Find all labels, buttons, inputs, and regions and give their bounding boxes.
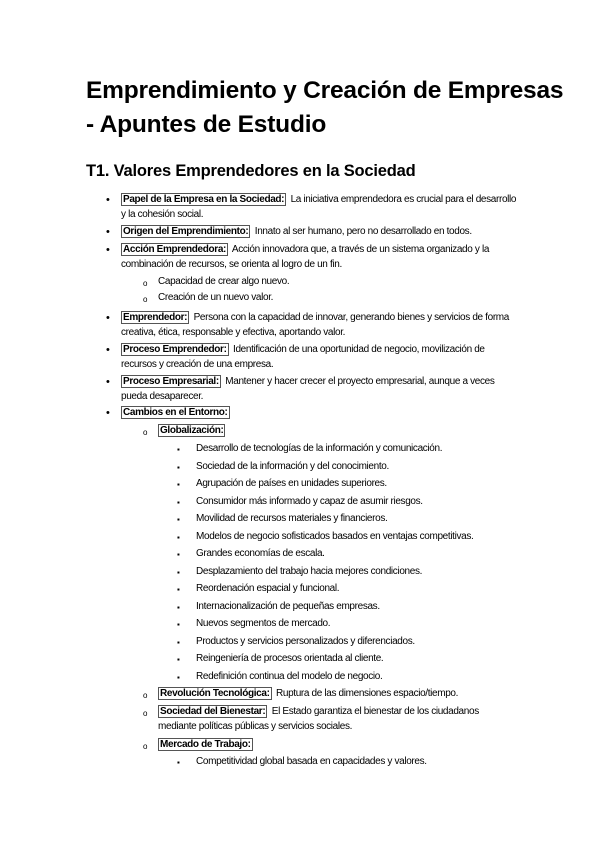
list-item: Modelos de negocio sofisticados basados en ventajas competitivas. (196, 531, 474, 542)
list-item: Sociedad de la información y del conocimiento. (196, 461, 389, 472)
list-item (121, 406, 521, 421)
list-item (121, 243, 521, 272)
list-item: Reingeniería de procesos orientada al cliente. (196, 653, 384, 664)
list-item-term: Proceso Emprendedor: (123, 344, 227, 355)
list-item-term: Mercado de Trabajo: (160, 739, 251, 750)
list-item (121, 225, 521, 240)
list-item-term: Sociedad del Bienestar: (160, 706, 266, 717)
bullet-icon (106, 343, 110, 359)
square-bullet-icon (177, 601, 180, 616)
list-item: Reordenación espacial y funcional. (196, 583, 340, 594)
circle-bullet-icon (143, 293, 147, 308)
list-item-term: Revolución Tecnológica: (160, 688, 270, 699)
list-item-text: El Estado garantiza el bienestar de los ciudadanos mediante políticas públicas y servicios sociales. (158, 706, 479, 732)
list-item: Internacionalización de pequeñas empresas. (196, 601, 380, 612)
list-item-term: Papel de la Empresa en la Sociedad: (123, 194, 285, 205)
square-bullet-icon (177, 513, 180, 528)
list-item: Desarrollo de tecnologías de la información y comunicación. (196, 443, 443, 454)
square-bullet-icon (177, 671, 180, 686)
square-bullet-icon (177, 496, 180, 511)
list-item-term: Emprendedor: (123, 312, 188, 323)
square-bullet-icon (177, 443, 180, 458)
circle-bullet-icon (143, 689, 147, 704)
circle-bullet-icon (143, 426, 147, 441)
square-bullet-icon (177, 531, 180, 546)
bullet-icon (106, 243, 110, 259)
bullet-icon (106, 375, 110, 391)
list-item (121, 343, 521, 372)
list-item (158, 738, 518, 753)
list-item (121, 193, 521, 222)
list-item-text: Mantener y hacer crecer el proyecto empresarial, aunque a veces pueda desaparecer. (121, 376, 495, 402)
list-item: Agrupación de países en unidades superiores. (196, 478, 387, 489)
list-item: Creación de un nuevo valor. (158, 292, 274, 303)
square-bullet-icon (177, 566, 180, 581)
square-bullet-icon (177, 478, 180, 493)
list-item (158, 705, 488, 734)
square-bullet-icon (177, 548, 180, 563)
list-item: Consumidor más informado y capaz de asumir riesgos. (196, 496, 423, 507)
square-bullet-icon (177, 636, 180, 651)
bullet-icon (106, 193, 110, 209)
list-item (158, 424, 518, 439)
list-item-text: Identificación de una oportunidad de negocio, movilización de recursos y creación de una empresa. (121, 344, 485, 370)
list-item-text: Persona con la capacidad de innovar, generando bienes y servicios de forma creativa, ética, responsable y efectiva, aportando valor. (121, 312, 509, 338)
list-item: Nuevos segmentos de mercado. (196, 618, 331, 629)
list-item: Movilidad de recursos materiales y financieros. (196, 513, 388, 524)
circle-bullet-icon (143, 277, 147, 292)
list-item-text: Acción innovadora que, a través de un sistema organizado y la combinación de recursos, se orienta al logro de un fin. (121, 244, 490, 270)
list-item (158, 687, 518, 702)
list-item: Competitividad global basada en capacidades y valores. (196, 756, 427, 767)
list-item: Grandes economías de escala. (196, 548, 325, 559)
list-item-term: Cambios en el Entorno: (123, 407, 228, 418)
bullet-icon (106, 406, 110, 422)
square-bullet-icon (177, 756, 180, 771)
square-bullet-icon (177, 653, 180, 668)
square-bullet-icon (177, 461, 180, 476)
circle-bullet-icon (143, 707, 147, 722)
list-item-term: Origen del Emprendimiento: (123, 226, 249, 237)
list-item-text: Ruptura de las dimensiones espacio/tiempo. (273, 688, 459, 699)
list-item: Desplazamiento del trabajo hacia mejores condiciones. (196, 566, 423, 577)
list-item-text: Innato al ser humano, pero no desarrollado en todos. (252, 226, 472, 237)
square-bullet-icon (177, 618, 180, 633)
section-title: T1. Valores Emprendedores en la Sociedad (86, 162, 416, 180)
square-bullet-icon (177, 583, 180, 598)
list-item: Redefinición continua del modelo de negocio. (196, 671, 383, 682)
list-item (121, 311, 521, 340)
bullet-icon (106, 225, 110, 241)
list-item (121, 375, 521, 404)
list-item-term: Acción Emprendedora: (123, 244, 227, 255)
list-item-term: Globalización: (160, 425, 224, 436)
list-item: Productos y servicios personalizados y diferenciados. (196, 636, 415, 647)
list-item: Capacidad de crear algo nuevo. (158, 276, 290, 287)
bullet-icon (106, 311, 110, 327)
list-item-text: La iniciativa emprendedora es crucial para el desarrollo y la cohesión social. (121, 194, 517, 220)
circle-bullet-icon (143, 740, 147, 755)
list-item-term: Proceso Empresarial: (123, 376, 219, 387)
document-title: Emprendimiento y Creación de Empresas - Apuntes de Estudio (86, 77, 564, 138)
